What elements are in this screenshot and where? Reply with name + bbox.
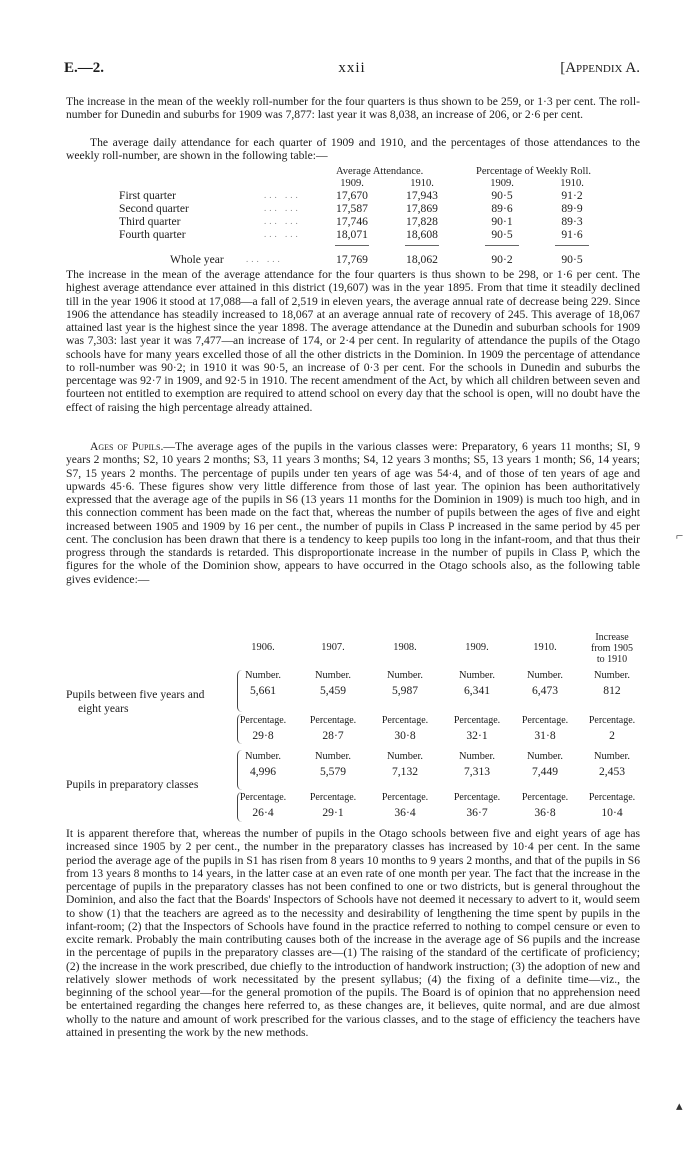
total-rule (335, 245, 369, 246)
cell-value: 7,132 (391, 765, 419, 778)
average-attendance-header: Average Attendance. (336, 166, 424, 177)
cell-value: 90·2 (491, 253, 513, 266)
cell-value: 18,062 (406, 253, 438, 266)
percentage-label: Percentage. (309, 792, 357, 803)
page-header (64, 60, 640, 82)
ages-of-pupils-heading: Ages of Pupils. (90, 440, 164, 453)
increase-header: to 1910 (596, 654, 628, 665)
percentage-label: Percentage. (453, 792, 501, 803)
number-label: Number. (314, 751, 352, 762)
cell-value: 26·4 (252, 806, 274, 819)
cell-value: 17,769 (336, 253, 368, 266)
year-header: 1906. (251, 642, 275, 653)
leader-dots: ... ... (264, 190, 301, 200)
cell-value: 91·2 (561, 189, 583, 202)
cell-value: 812 (603, 684, 621, 697)
cell-value: 17,587 (336, 202, 368, 215)
year-header: 1910. (560, 178, 584, 189)
cell-value: 29·1 (322, 806, 344, 819)
cell-value: 90·1 (491, 215, 513, 228)
year-header: 1910. (533, 642, 557, 653)
cell-value: 2 (609, 729, 615, 742)
cell-value: 6,473 (531, 684, 559, 697)
percentage-label: Percentage. (521, 715, 569, 726)
total-rule (555, 245, 589, 246)
cell-value: 90·5 (561, 253, 583, 266)
row-label: Whole year (170, 253, 224, 266)
table-row (66, 228, 640, 241)
row-label: Pupils between five years and (66, 688, 205, 701)
row-label: Second quarter (119, 202, 189, 215)
percentage-label: Percentage. (521, 792, 569, 803)
margin-mark: ▴ (676, 1098, 683, 1113)
year-header: 1909. (340, 178, 364, 189)
cell-value: 89·6 (491, 202, 513, 215)
cell-value: 18,608 (406, 228, 438, 241)
cell-value: 90·5 (491, 189, 513, 202)
percentage-label: Percentage. (588, 792, 636, 803)
cell-value: 36·8 (534, 806, 556, 819)
number-label: Number. (458, 751, 496, 762)
cell-value: 4,996 (249, 765, 277, 778)
cell-value: 2,453 (598, 765, 626, 778)
cell-value: 89·3 (561, 215, 583, 228)
cell-value: 90·5 (491, 228, 513, 241)
paragraph-ages-of-pupils (66, 440, 640, 586)
number-label: Number. (593, 670, 631, 681)
year-header: 1909. (490, 178, 514, 189)
paragraph-attendance-increase: The increase in the mean of the average attendance for the four quarters is thus shown to be 298, or 1·6 per cent. The highest average attendance ever attained in this district (19,607) was in the year 1895. From that time it steadily declined till in the year 1906 it stood at 17,088—a fall of 2,519 in eleven years, the average annual rate of decrease being 229. Since 1906 the attendance has steadily increased to 18,067 at an average annual rate of recovery of 245. This average of 18,067 attained last year is the highest since the year 1898. The average attendance at the Dunedin and suburban schools for 1909 was 7,303: last year it was 7,477—an increase of 174, or 2·4 per cent. In regularity of attendance the pupils of the Otago schools have for many years excelled those of all the other districts in the Dominion. In 1909 the percentage of attendance to roll-number was 90·2; in 1910 it was 90·5, an increase of 0·3 per cent. For the schools in Dunedin and suburbs the percentage was 92·7 in 1909, and 92·5 in 1910. The recent amendment of the Act, by which all children between seven and fourteen not entitled to exemption are required to attend school on every day that the school is open, will no doubt have the effect of raising the high percentage already attained. (66, 268, 640, 414)
percentage-label: Percentage. (309, 715, 357, 726)
table-row (66, 189, 640, 202)
paragraph-roll-increase: The increase in the mean of the weekly roll-number for the four quarters is thus shown to be 259, or 1·3 per cent. The roll-number for Dunedin and suburbs for 1909 was 7,877: last year it was 8,038, an increase of 206, or 2·6 per cent. (66, 95, 640, 122)
cell-value: 7,313 (463, 765, 491, 778)
cell-value: 5,987 (391, 684, 419, 697)
table-total-row (66, 253, 640, 266)
row-label: Pupils in preparatory classes (66, 778, 199, 791)
leader-dots: ... ... (246, 254, 283, 264)
number-label: Number. (458, 670, 496, 681)
percentage-label: Percentage. (239, 792, 287, 803)
table-row (66, 215, 640, 228)
year-header: 1910. (410, 178, 434, 189)
row-label: eight years (78, 702, 129, 715)
total-rule (485, 245, 519, 246)
cell-value: 31·8 (534, 729, 556, 742)
percentage-label: Percentage. (381, 715, 429, 726)
cell-value: 28·7 (322, 729, 344, 742)
cell-value: 89·9 (561, 202, 583, 215)
leader-dots: ... ... (264, 216, 301, 226)
increase-header: Increase (595, 632, 629, 643)
cell-value: 29·8 (252, 729, 274, 742)
paragraph-conclusion: It is apparent therefore that, whereas the number of pupils in the Otago schools between five and eight years of age has increased since 1905 by 2 per cent., the number in the preparatory classes has increased by 10·4 per cent. In the same period the average age of the pupils in S1 has risen from 8 years 10 months to 9 years 2 months, and that of the pupils in S6 from 13 years 8 months to 14 years, in the latter case at an even rate of one month per year. The fact that the increase in the percentage of pupils in the preparatory classes has not been confined to one or two districts, but is general throughout the Dominion, and also the fact that the Boards' Inspectors of Schools have not deemed it necessary to advert to it, would seem to show (1) that the teachers are agreed as to the necessity and desirability of lengthening the time spent by pupils in the infant-room; (2) that the Inspectors of Schools have found in the practice referred to nothing to compel censure or even to excite remark. Probably the main contributing causes both of the increase in the average age of S6 pupils and the increase in the percentage of pupils in the preparatory classes are—(1) The raising of the standard of the certificate of proficiency; (2) the increase in the work prescribed, due chiefly to the introduction of handwork instruction; (3) the adoption of new and relatively slower methods of work necessitated by the present syllabus; (4) the fixing of a definite time—viz., the beginning of the school year—for the general promotion of the pupils. The Board is of opinion that no apprehension need be entertained regarding the changes here referred to, as these changes are, it believes, quite normal, and are due almost wholly to the nature and amount of work prescribed for the various classes, and to the stage of efficiency the teachers have attained in presenting the work by the new methods. (66, 827, 640, 1039)
number-label: Number. (593, 751, 631, 762)
percentage-label: Percentage. (453, 715, 501, 726)
cell-value: 17,828 (406, 215, 438, 228)
cell-value: 5,459 (319, 684, 347, 697)
cell-value: 5,579 (319, 765, 347, 778)
year-header: 1908. (393, 642, 417, 653)
cell-value: 36·7 (466, 806, 488, 819)
row-label: Fourth quarter (119, 228, 186, 241)
leader-dots: ... ... (264, 229, 301, 239)
number-label: Number. (526, 751, 564, 762)
cell-value: 6,341 (463, 684, 491, 697)
row-label: Third quarter (119, 215, 181, 228)
number-label: Number. (314, 670, 352, 681)
cell-value: 5,661 (249, 684, 277, 697)
cell-value: 10·4 (601, 806, 623, 819)
percentage-label: Percentage. (588, 715, 636, 726)
cell-value: 30·8 (394, 729, 416, 742)
increase-header: from 1905 (591, 643, 633, 654)
report-code: E.—2. (64, 60, 105, 76)
leader-dots: ... ... (264, 203, 301, 213)
cell-value: 91·6 (561, 228, 583, 241)
cell-value: 17,869 (406, 202, 438, 215)
margin-mark: ⌐ (676, 528, 684, 543)
total-rule (405, 245, 439, 246)
number-label: Number. (386, 751, 424, 762)
appendix-label: [Appendix A. (560, 60, 640, 76)
cell-value: 17,746 (336, 215, 368, 228)
year-header: 1909. (465, 642, 489, 653)
ages-of-pupils-body: —The average ages of the pupils in the various classes were: Preparatory, 6 years 11 months; SI, 9 years 2 months; S2, 10 years 2 months; S3, 11 years 3 months; S4, 12 years 3 months; S5, 13 years 1 month; S6, 14 years; S7, 15 years 2 months. The percentage of pupils under ten years of age was 54·4, and of those of ten years of age and upwards 45·6. These figures show very little difference from those of last year. The opinion has been authoritatively expressed that the average age of the pupils in S6 (13 years 11 months for the Dominion in 1909) is much too high, and in this connection comment has been made on the fact that, whereas the number of pupils between the ages of five and eight increased between 1905 and 1909 by 16 per cent., the number of pupils in Class P increased in the same period by 45 per cent. The conclusion has been drawn that there is a tendency to keep pupils too long in the infant-room, and that thus their progress through the standards is retarded. This disproportionate increase in the number of pupils in Class P, which the figures for the whole of the Dominion show, appears to have occurred in the Otago schools also, as the following table gives evidence:— (66, 440, 640, 586)
number-label: Number. (244, 751, 282, 762)
cell-value: 7,449 (531, 765, 559, 778)
cell-value: 32·1 (466, 729, 488, 742)
percentage-label: Percentage. (381, 792, 429, 803)
page-number: xxii (338, 60, 366, 76)
number-label: Number. (244, 670, 282, 681)
cell-value: 18,071 (336, 228, 368, 241)
year-header: 1907. (321, 642, 345, 653)
percentage-weekly-roll-header: Percentage of Weekly Roll. (476, 166, 592, 177)
cell-value: 17,670 (336, 189, 368, 202)
table-row (66, 202, 640, 215)
cell-value: 17,943 (406, 189, 438, 202)
percentage-label: Percentage. (239, 715, 287, 726)
number-label: Number. (386, 670, 424, 681)
row-label: First quarter (119, 189, 176, 202)
number-label: Number. (526, 670, 564, 681)
cell-value: 36·4 (394, 806, 416, 819)
paragraph-attendance-intro: The average daily attendance for each quarter of 1909 and 1910, and the percentages of those attendances to the weekly roll-number, are shown in the following table:— (66, 136, 640, 163)
